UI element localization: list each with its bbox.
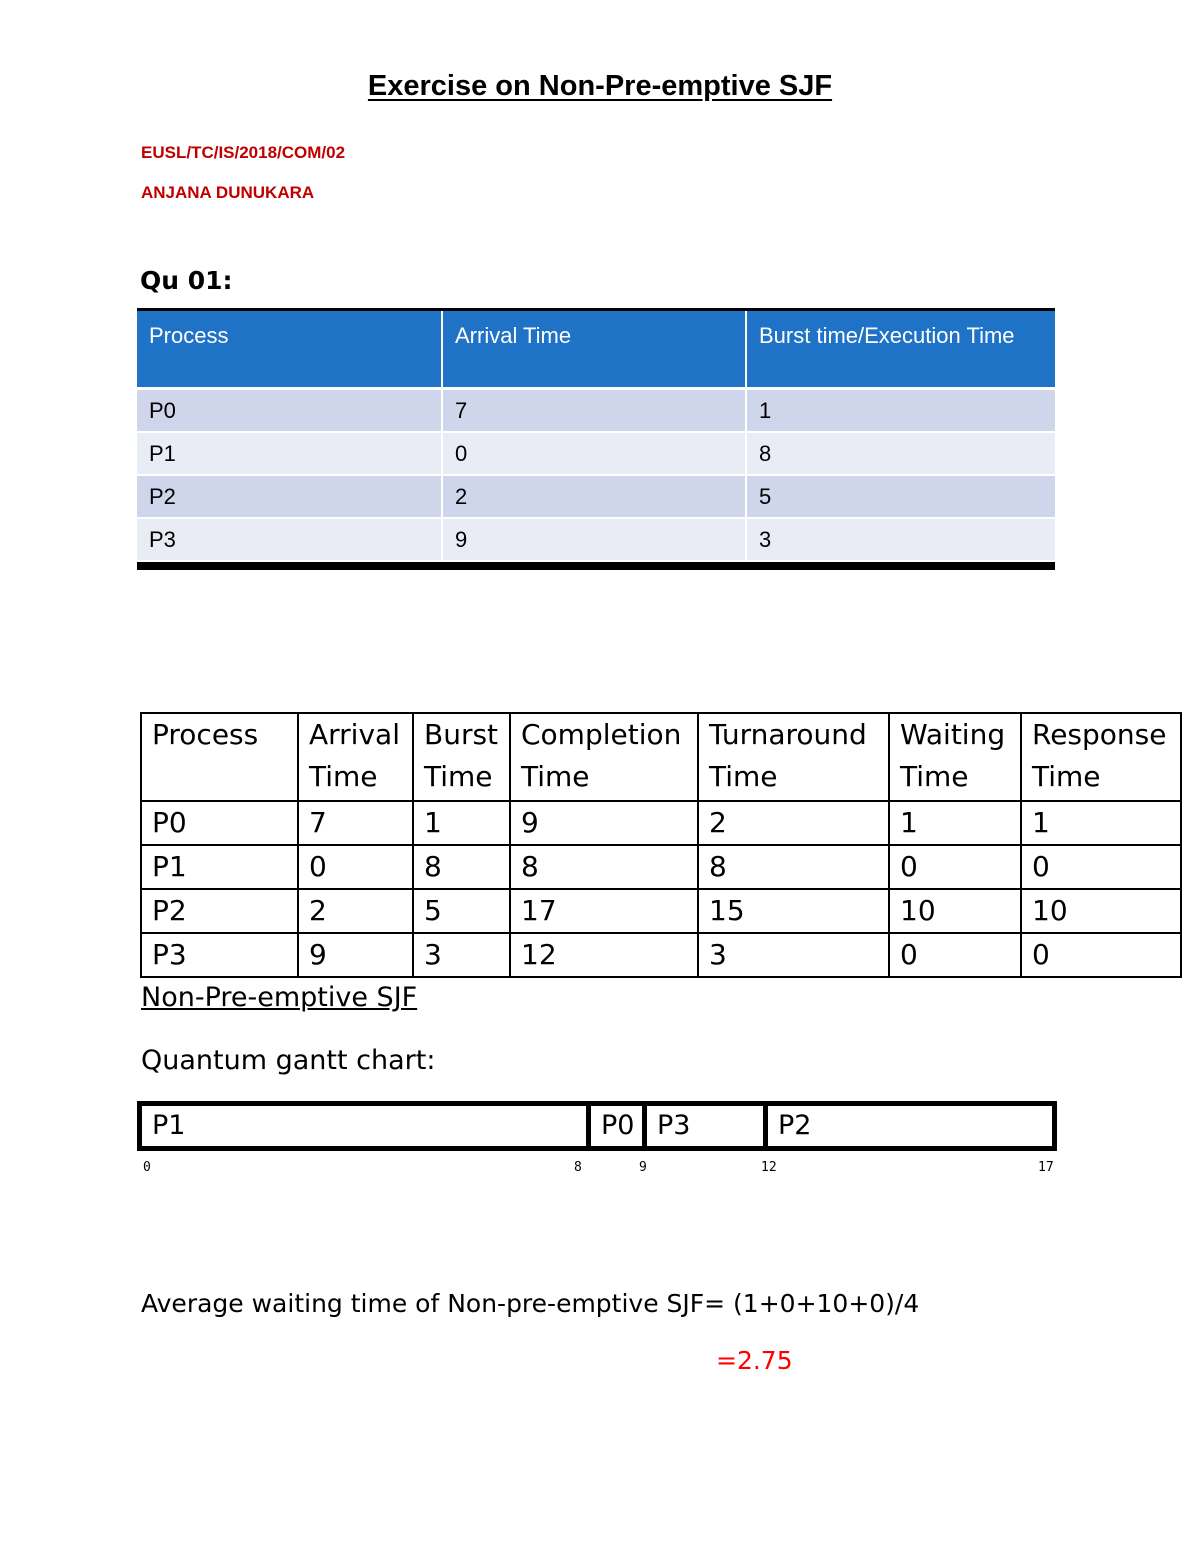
table-cell: 17 [510,889,698,933]
table-cell: 7 [441,390,745,433]
table-row [141,845,1181,889]
header-cell [298,713,413,801]
table-cell: P2 [141,889,298,933]
table-cell: 5 [413,889,510,933]
table-cell: P2 [137,476,441,519]
gantt-tick: 9 [639,1160,647,1175]
table-cell: 10 [889,889,1021,933]
table-cell: 0 [889,845,1021,889]
table-row [141,889,1181,933]
table-cell: 0 [1021,845,1181,889]
gantt-chart [137,1101,1057,1151]
gantt-segment-p0: P0 [591,1106,647,1146]
table-cell: P3 [141,933,298,977]
table-cell: 9 [510,801,698,845]
gantt-chart-label: Quantum gantt chart: [141,1045,436,1076]
header-line: Time [424,760,493,793]
gantt-segment-p3: P3 [647,1106,768,1146]
header-line: Burst [424,718,499,751]
table-row [141,801,1181,845]
table-cell: 9 [298,933,413,977]
header-cell: Process [137,311,441,390]
scheduling-result-table [140,712,1182,978]
table-cell: 8 [698,845,889,889]
table-cell: 8 [413,845,510,889]
table-cell: 9 [441,519,745,562]
header-cell: Burst time/Execution Time [745,311,1055,390]
header-line: Arrival [309,718,400,751]
header-line: Time [309,760,378,793]
header-cell [698,713,889,801]
table-cell: 0 [889,933,1021,977]
table-cell: P0 [141,801,298,845]
header-cell [1021,713,1181,801]
table-row [141,933,1181,977]
header-line: Waiting [900,718,1006,751]
table-cell: 0 [298,845,413,889]
table-cell: 3 [698,933,889,977]
table-header-row [137,311,1055,390]
header-cell [510,713,698,801]
question-label: Qu 01: [140,266,233,295]
table-cell: P0 [137,390,441,433]
gantt-tick: 8 [574,1160,582,1175]
table-header-row [141,713,1181,801]
header-cell: Arrival Time [441,311,745,390]
student-name: ANJANA DUNUKARA [141,183,315,202]
table-cell: P3 [137,519,441,562]
table-cell: P1 [137,433,441,476]
header-line: Completion [521,718,682,751]
table-cell: 3 [413,933,510,977]
table-cell: 12 [510,933,698,977]
table-cell: 1 [889,801,1021,845]
table-row [137,476,1055,519]
document-title: Exercise on Non-Pre-emptive SJF [367,70,833,102]
header-cell [413,713,510,801]
table-cell: 5 [745,476,1055,519]
average-waiting-result: =2.75 [716,1346,793,1375]
gantt-segment-p1: P1 [142,1106,591,1146]
table-cell: 2 [298,889,413,933]
table-cell: 10 [1021,889,1181,933]
header-cell [141,713,298,801]
table-cell: 15 [698,889,889,933]
table-cell: 1 [1021,801,1181,845]
table-cell: 2 [441,476,745,519]
table-row [137,519,1055,562]
header-line: Response [1032,718,1167,751]
section-label: Non-Pre-emptive SJF [141,982,418,1013]
gantt-tick: 0 [143,1160,151,1175]
table-cell: 0 [1021,933,1181,977]
table-row [137,433,1055,476]
table-cell: 8 [745,433,1055,476]
gantt-tick: 17 [1038,1160,1054,1175]
table-row [137,390,1055,433]
table-cell: P1 [141,845,298,889]
table-cell: 1 [745,390,1055,433]
header-line: Time [521,760,590,793]
header-line: Turnaround [709,718,867,751]
header-line: Time [900,760,969,793]
header-cell [889,713,1021,801]
table-cell: 3 [745,519,1055,562]
table-cell: 7 [298,801,413,845]
header-line: Process [152,718,259,751]
student-id: EUSL/TC/IS/2018/COM/02 [141,143,346,162]
table-cell: 1 [413,801,510,845]
table-cell: 8 [510,845,698,889]
gantt-tick: 12 [761,1160,777,1175]
average-waiting-formula: Average waiting time of Non-pre-emptive SJF= (1+0+10+0)/4 [141,1289,920,1318]
header-line: Time [709,760,778,793]
table-cell: 0 [441,433,745,476]
gantt-segment-p2: P2 [778,1110,812,1141]
table-cell: 2 [698,801,889,845]
header-line: Time [1032,760,1101,793]
process-input-table [137,308,1055,570]
